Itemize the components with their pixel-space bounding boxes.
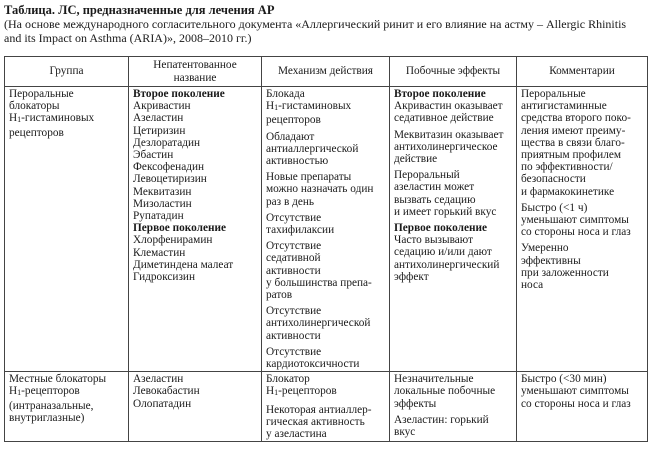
cell-line <box>394 222 513 234</box>
cell-text: Диметиндена малеат <box>133 258 234 271</box>
cell-text: действие <box>394 153 438 166</box>
cell-text: Фексофенадин <box>133 161 205 174</box>
cell-text: седацию и/или дают <box>394 246 492 259</box>
cell-text: тахифилаксии <box>266 224 335 237</box>
cell-text: Первое поколение <box>133 222 226 235</box>
subtitle-line: and its Impact on Asthma (ARIA)», 2008–2010 гг.) <box>4 30 252 45</box>
cell-line <box>133 125 258 137</box>
cell-text: Быстро (<30 мин) <box>521 373 607 386</box>
cell-text: -гистаминовых <box>278 100 352 113</box>
cell-text: активности <box>266 264 321 277</box>
cell-text: Незначительные <box>394 373 474 386</box>
table-title: Таблица. ЛС, предназначенные для лечения АР <box>4 3 275 17</box>
cell-text: уменьшают симптомы <box>521 385 629 398</box>
cell-text: эффект <box>394 270 429 283</box>
cell-text: Мизоластин <box>133 197 192 210</box>
subscript: 1 <box>274 103 279 113</box>
cell-text: -гистаминовых <box>21 112 95 125</box>
cell-line <box>133 373 258 385</box>
cell-text: Азеластин <box>133 112 184 125</box>
cell-line <box>521 255 644 267</box>
cell-text: Меквитазин <box>133 185 192 198</box>
subscript: 1 <box>17 115 22 125</box>
subscript: 1 <box>274 388 279 398</box>
cell-text: Умеренно <box>521 242 569 255</box>
cell-text: Отсутствие <box>266 240 322 253</box>
cell-text: Акривастин оказывает <box>394 100 503 113</box>
cell-text: безопасности <box>521 173 586 186</box>
cell-text: активностью <box>266 155 329 168</box>
cell-text: Левоцетиризин <box>133 173 207 186</box>
cell-text: азеластин может <box>394 181 475 194</box>
cell-line <box>521 373 644 385</box>
cell-line <box>266 416 386 428</box>
cell-text: Левокабастин <box>133 385 200 398</box>
header-comments: Комментарии <box>517 57 648 87</box>
cell-mechanisms <box>262 372 390 442</box>
cell-line <box>266 131 386 143</box>
subscript: 1 <box>17 388 22 398</box>
cell-text: Дезлоратадин <box>133 136 201 149</box>
cell-line <box>266 171 386 183</box>
cell-line <box>521 214 644 226</box>
paragraph <box>266 373 386 399</box>
cell-text: эффективны <box>521 254 581 267</box>
cell-text: раз в день <box>266 195 315 208</box>
cell-text: Второе поколение <box>133 88 225 100</box>
cell-text: со стороны носа и глаз <box>521 397 631 410</box>
cell-line <box>266 183 386 195</box>
cell-text: Отсутствие <box>266 211 322 224</box>
cell-line <box>133 234 258 246</box>
cell-text: у азеластина <box>266 428 327 441</box>
table-row <box>5 87 648 372</box>
cell-text: при заложенности <box>521 266 609 279</box>
cell-line <box>133 100 258 112</box>
cell-line <box>394 373 513 385</box>
cell-text: Местные блокаторы <box>9 373 107 386</box>
cell-line <box>394 206 513 218</box>
paragraph <box>394 222 513 283</box>
paragraph <box>266 212 386 236</box>
cell-line <box>133 149 258 161</box>
cell-line <box>394 88 513 100</box>
cell-text: можно назначать один <box>266 183 374 196</box>
paragraph <box>394 169 513 218</box>
paragraph <box>394 129 513 166</box>
cell-line <box>133 398 258 410</box>
cell-line <box>394 234 513 246</box>
cell-line <box>394 398 513 410</box>
cell-text: блокаторы <box>9 100 60 113</box>
cell-line <box>521 100 644 112</box>
paragraph <box>521 88 644 198</box>
cell-text: Азеластин <box>133 373 184 386</box>
cell-line <box>133 112 258 124</box>
cell-text: Олопатадин <box>133 397 192 410</box>
cell-line <box>394 414 513 426</box>
cell-line <box>521 88 644 100</box>
cell-text: Н <box>9 112 18 125</box>
cell-text: Пероральный <box>394 169 460 182</box>
cell-line <box>266 155 386 167</box>
cell-text: Отсутствие <box>266 345 322 358</box>
cell-text: уменьшают симптомы <box>521 214 629 227</box>
paragraph <box>394 414 513 438</box>
cell-line <box>521 137 644 149</box>
cell-text: Н <box>9 385 18 398</box>
cell-line <box>266 196 386 208</box>
cell-line <box>266 100 386 114</box>
cell-text: антигистаминные <box>521 100 607 113</box>
header-side-effects: Побочные эффекты <box>390 57 517 87</box>
cell-text: антиаллергической <box>266 142 359 155</box>
cell-text: по эффективности/ <box>521 161 613 174</box>
paragraph <box>266 305 386 342</box>
cell-line <box>133 222 258 234</box>
cell-side-effects <box>390 87 517 372</box>
table-subtitle <box>4 18 646 45</box>
cell-line <box>133 210 258 222</box>
cell-text: Эбастин <box>133 149 174 162</box>
cell-line <box>266 404 386 416</box>
cell-text: Пероральные <box>9 88 74 100</box>
cell-line <box>394 246 513 258</box>
cell-text: Цетиризин <box>133 124 186 137</box>
cell-line <box>394 181 513 193</box>
table-row <box>5 372 648 442</box>
cell-text: антихолинергическое <box>394 140 498 153</box>
cell-group <box>5 87 129 372</box>
cell-text: Азеластин: горький <box>394 413 489 426</box>
cell-line <box>266 330 386 342</box>
cell-text: вызвать седацию <box>394 193 476 206</box>
cell-line <box>521 173 644 185</box>
cell-text: Н <box>266 100 275 113</box>
cell-line <box>521 125 644 137</box>
cell-line <box>266 289 386 301</box>
cell-text: Хлорфенирамин <box>133 234 213 247</box>
cell-text: -рецепторов <box>21 385 80 398</box>
cell-text: ления имеют преиму- <box>521 124 626 137</box>
cell-comments <box>517 87 648 372</box>
cell-line <box>394 259 513 271</box>
cell-line <box>394 112 513 124</box>
cell-line <box>521 149 644 161</box>
cell-text: у большинства препа- <box>266 276 372 289</box>
cell-line <box>133 385 258 397</box>
cell-line <box>266 212 386 224</box>
cell-text: Рупатадин <box>133 210 184 223</box>
cell-text: рецепторов <box>9 126 64 139</box>
cell-text: и имеет горький вкус <box>394 205 497 218</box>
cell-text: и фармакокинетике <box>521 185 615 198</box>
header-group: Группа <box>5 57 129 87</box>
cell-line <box>266 240 386 252</box>
cell-line <box>133 198 258 210</box>
cell-text: (интраназальные, <box>9 399 94 412</box>
subtitle-line: (На основе международного согласительного документа «Аллергический ринит и его влияние на астму – Allergic Rhinitis <box>4 17 627 31</box>
cell-text: седативной <box>266 252 321 265</box>
cell-text: Второе поколение <box>394 88 486 100</box>
cell-line <box>521 226 644 238</box>
header-name-line: Непатентованное <box>153 59 237 72</box>
cell-text: средства второго поко- <box>521 112 631 125</box>
cell-line <box>266 305 386 317</box>
cell-text: приятным профилем <box>521 149 621 162</box>
cell-line <box>521 112 644 124</box>
cell-text: внутриглазные) <box>9 411 85 424</box>
cell-text: антихолинергический <box>394 258 500 271</box>
table-body <box>5 87 648 442</box>
header-name <box>129 57 262 87</box>
paragraph <box>266 131 386 168</box>
cell-text: Меквитазин оказывает <box>394 128 504 141</box>
cell-text: рецепторов <box>266 114 321 127</box>
cell-line <box>266 265 386 277</box>
cell-text: ратов <box>266 289 293 302</box>
cell-line <box>521 202 644 214</box>
paragraph <box>394 88 513 125</box>
cell-line <box>394 426 513 438</box>
drug-table <box>4 56 648 442</box>
cell-text: седативное действие <box>394 112 494 125</box>
cell-text: гическая активность <box>266 415 365 428</box>
cell-text: Некоторая антиаллер- <box>266 403 372 416</box>
cell-text: локальные побочные <box>394 385 496 398</box>
cell-text: Клемастин <box>133 246 186 259</box>
cell-line <box>9 127 125 139</box>
cell-line <box>521 186 644 198</box>
paragraph <box>521 242 644 291</box>
cell-line <box>9 385 125 399</box>
cell-text: Отсутствие <box>266 305 322 318</box>
cell-line <box>266 373 386 385</box>
header-name-line: название <box>173 71 217 84</box>
cell-line <box>521 279 644 291</box>
paragraph <box>521 202 644 239</box>
cell-line <box>266 385 386 399</box>
cell-line <box>394 129 513 141</box>
cell-mechanisms <box>262 87 390 372</box>
cell-line <box>133 173 258 185</box>
cell-line <box>266 224 386 236</box>
cell-text: Часто вызывают <box>394 234 474 247</box>
paragraph <box>266 88 386 127</box>
cell-text: Новые препараты <box>266 171 352 184</box>
cell-names <box>129 372 262 442</box>
table-header-row <box>5 57 648 87</box>
cell-text: Первое поколение <box>394 222 487 235</box>
cell-line <box>394 385 513 397</box>
cell-line <box>266 428 386 440</box>
cell-line <box>266 358 386 370</box>
cell-line <box>521 267 644 279</box>
cell-line <box>394 194 513 206</box>
cell-names <box>129 87 262 372</box>
cell-line <box>9 412 125 424</box>
cell-line <box>266 317 386 329</box>
cell-line <box>394 153 513 165</box>
cell-line <box>133 186 258 198</box>
cell-line <box>521 161 644 173</box>
cell-text: щества в связи благо- <box>521 136 625 149</box>
cell-text: со стороны носа и глаз <box>521 226 631 239</box>
cell-line <box>9 100 125 112</box>
cell-text: Блокада <box>266 88 305 100</box>
cell-text: носа <box>521 279 544 292</box>
cell-line <box>394 100 513 112</box>
cell-line <box>394 271 513 283</box>
cell-line <box>521 398 644 410</box>
cell-line <box>394 169 513 181</box>
cell-line <box>266 88 386 100</box>
cell-line <box>133 271 258 283</box>
cell-text: кардиотоксичности <box>266 358 360 371</box>
cell-text: эффекты <box>394 397 437 410</box>
cell-line <box>9 88 125 100</box>
paragraph <box>266 240 386 301</box>
paragraph <box>266 346 386 370</box>
header-mechanism: Механизм действия <box>262 57 390 87</box>
cell-text: -рецепторов <box>278 385 337 398</box>
cell-line <box>266 143 386 155</box>
cell-side-effects <box>390 372 517 442</box>
cell-text: Н <box>266 385 275 398</box>
cell-line <box>266 277 386 289</box>
cell-line <box>266 114 386 126</box>
paragraph <box>266 404 386 441</box>
cell-text: Блокатор <box>266 373 310 386</box>
cell-line <box>133 247 258 259</box>
cell-text: активности <box>266 329 321 342</box>
cell-text: Быстро (<1 ч) <box>521 201 588 214</box>
cell-text: вкус <box>394 426 416 439</box>
cell-text: Пероральные <box>521 88 586 100</box>
cell-line <box>394 141 513 153</box>
cell-line <box>133 259 258 271</box>
cell-text: Обладают <box>266 130 315 143</box>
cell-line <box>521 242 644 254</box>
cell-text: антихолинергической <box>266 317 371 330</box>
cell-line <box>9 112 125 126</box>
cell-text: Гидроксизин <box>133 271 196 284</box>
paragraph <box>521 373 644 410</box>
cell-comments <box>517 372 648 442</box>
cell-line <box>521 385 644 397</box>
cell-line <box>133 88 258 100</box>
cell-line <box>133 137 258 149</box>
cell-line <box>133 161 258 173</box>
cell-line <box>266 346 386 358</box>
cell-line <box>9 373 125 385</box>
cell-text: Акривастин <box>133 100 191 113</box>
cell-line <box>266 252 386 264</box>
cell-line <box>9 400 125 412</box>
paragraph <box>394 373 513 410</box>
cell-group <box>5 372 129 442</box>
paragraph <box>266 171 386 208</box>
